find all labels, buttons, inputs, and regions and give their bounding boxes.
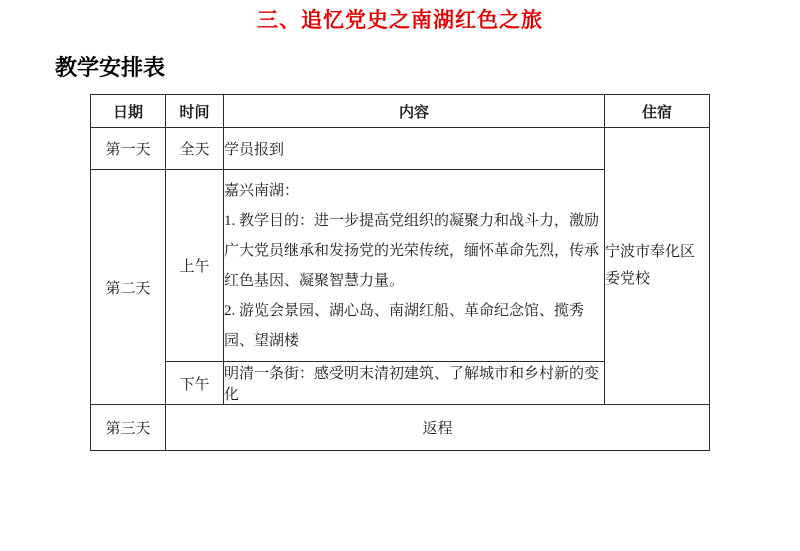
table-header-row [91, 95, 710, 128]
morning-line-goal: 1. 教学目的：进一步提高党组织的凝聚力和战斗力，激励广大党员继承和发扬党的光荣传统，缅怀革命先烈，传承红色基因、凝聚智慧力量。 [224, 212, 600, 289]
cell-day2-morning-content [224, 170, 605, 362]
schedule-table [90, 94, 710, 451]
morning-line-tour: 2. 游览会景园、湖心岛、南湖红船、革命纪念馆、揽秀园、望湖楼 [224, 302, 585, 349]
section-heading: 教学安排表 [55, 55, 166, 80]
col-header-date: 日期 [91, 95, 166, 128]
cell-day2-afternoon-content: 明清一条街：感受明末清初建筑、了解城市和乡村新的变化 [224, 362, 605, 405]
morning-line-intro: 嘉兴南湖： [224, 182, 300, 199]
table-row-day3 [91, 405, 710, 451]
col-header-time: 时间 [166, 95, 224, 128]
cell-day1-time: 全天 [166, 128, 224, 170]
table-row-day1 [91, 128, 710, 170]
cell-day2-date: 第二天 [91, 170, 166, 405]
cell-lodging: 宁波市奉化区委党校 [605, 128, 710, 405]
cell-day1-content: 学员报到 [224, 128, 605, 170]
cell-day3-date: 第三天 [91, 405, 166, 451]
cell-day2-afternoon-time: 下午 [166, 362, 224, 405]
cell-day3-content: 返程 [166, 405, 710, 451]
col-header-content: 内容 [224, 95, 605, 128]
page-title: 三、追忆党史之南湖红色之旅 [257, 9, 543, 32]
cell-day1-date: 第一天 [91, 128, 166, 170]
col-header-lodging: 住宿 [605, 95, 710, 128]
cell-day2-morning-time: 上午 [166, 170, 224, 362]
